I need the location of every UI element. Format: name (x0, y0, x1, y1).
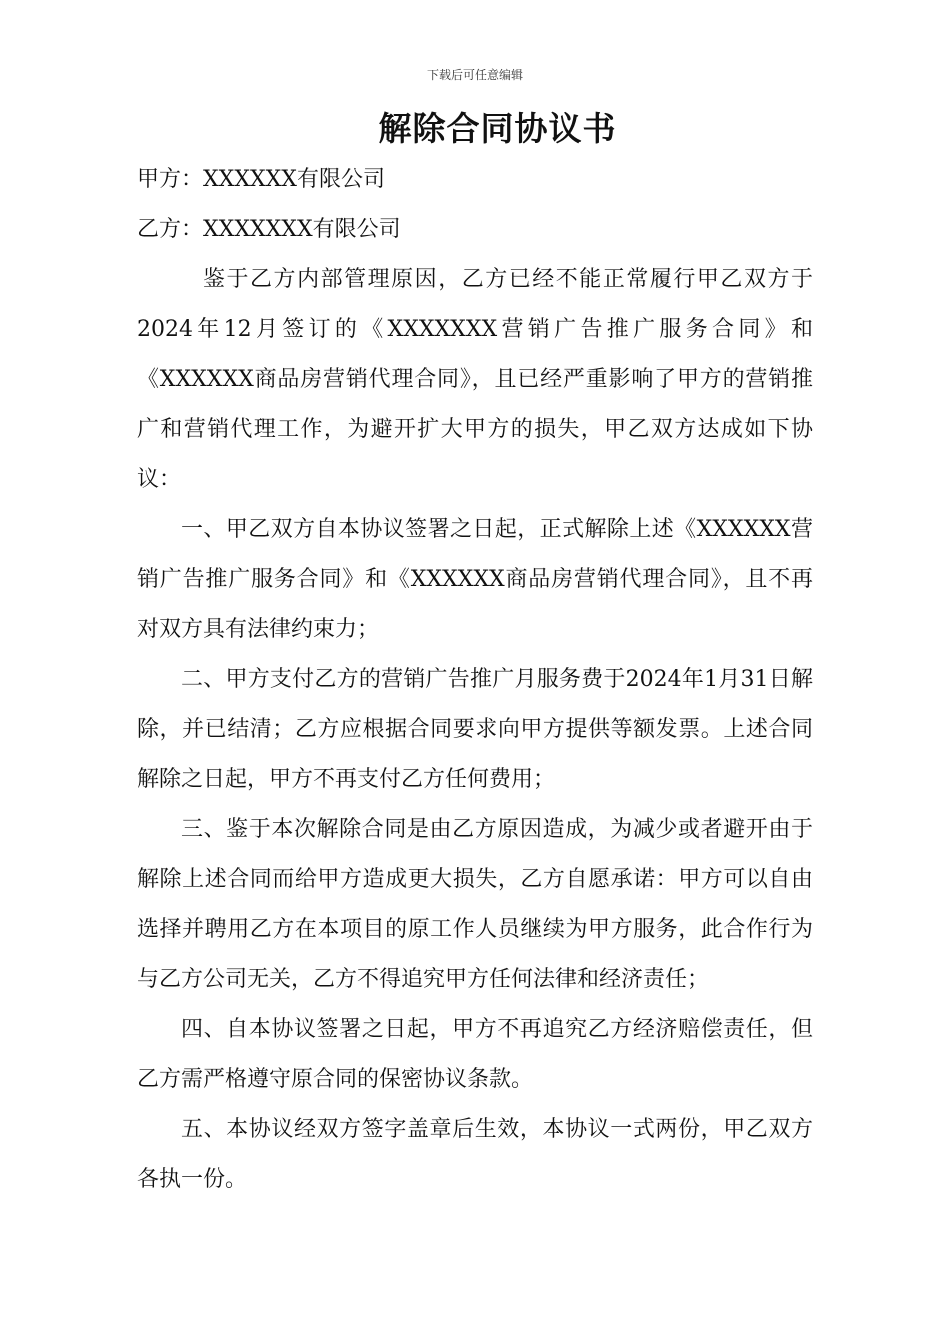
clause-2: 二、甲方支付乙方的营销广告推广月服务费于2024年1月31日解除，并已结清；乙方应根据合同要求向甲方提供等额发票。上述合同解除之日起，甲方不再支付乙方任何费用； (137, 667, 813, 792)
header-note: 下载后可任意编辑 (426, 68, 523, 82)
clause-5: 五、本协议经双方签字盖章后生效，本协议一式两份，甲乙双方各执一份。 (137, 1117, 813, 1192)
party-b-line: 乙方：XXXXXXX有限公司 (137, 217, 401, 242)
clause-1: 一、甲乙双方自本协议签署之日起，正式解除上述《XXXXXX营销广告推广服务合同》和《XXXXXX商品房营销代理合同》，且不再对双方具有法律约束力； (137, 517, 813, 642)
document-title: 解除合同协议书 (378, 109, 617, 148)
clause-3: 三、鉴于本次解除合同是由乙方原因造成，为减少或者避开由于解除上述合同而给甲方造成更大损失，乙方自愿承诺：甲方可以自由选择并聘用乙方在本项目的原工作人员继续为甲方服务，此合作行为与乙方公司无关，乙方不得追究甲方任何法律和经济责任； (137, 817, 813, 992)
party-a-line: 甲方：XXXXXX有限公司 (137, 167, 385, 192)
document-body (137, 155, 813, 1205)
clause-4: 四、自本协议签署之日起，甲方不再追究乙方经济赔偿责任，但乙方需严格遵守原合同的保密协议条款。 (137, 1017, 813, 1092)
preamble-paragraph: 鉴于乙方内部管理原因，乙方已经不能正常履行甲乙双方于2024年12月签订的《XXXXXXX营销广告推广服务合同》和《XXXXXX商品房营销代理合同》，且已经严重影响了甲方的营销推广和营销代理工作，为避开扩大甲方的损失，甲乙双方达成如下协议： (137, 267, 813, 492)
